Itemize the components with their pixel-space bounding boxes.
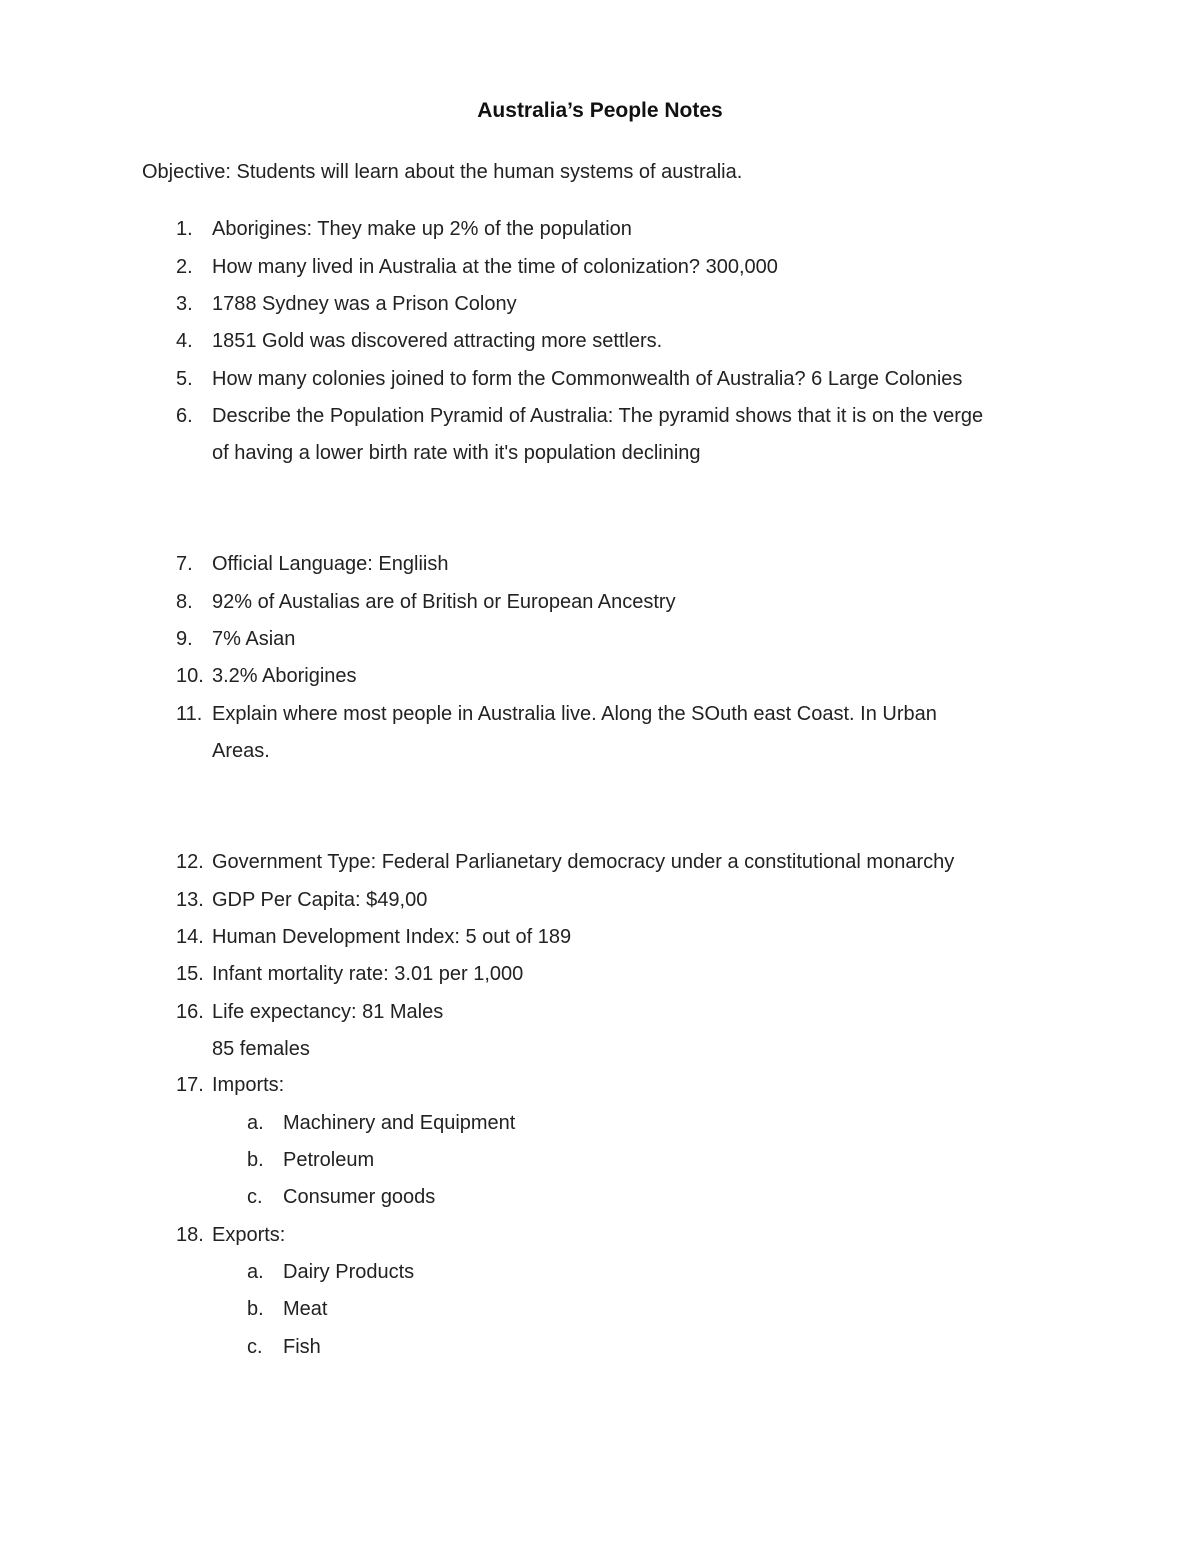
sublist-item-text: Meat: [283, 1298, 328, 1320]
list-item-text: Imports:: [212, 1074, 285, 1096]
list-item-number: 18.: [176, 1224, 204, 1246]
list-item-text: Official Language: Engliish: [212, 553, 449, 575]
list-item-continuation: 85 females: [212, 1038, 310, 1060]
sublist-item-text: Consumer goods: [283, 1186, 436, 1208]
list-item-number: 1.: [176, 218, 193, 240]
sublist-item-text: Petroleum: [283, 1149, 375, 1171]
sublist-item-letter: b.: [247, 1149, 264, 1171]
list-item-number: 6.: [176, 405, 193, 427]
list-item-number: 12.: [176, 851, 204, 873]
list-item-text: 3.2% Aborigines: [212, 665, 357, 687]
list-item-text: Describe the Population Pyramid of Australia: The pyramid shows that it is on the verge: [212, 405, 984, 427]
list-item-text: Government Type: Federal Parlianetary democracy under a constitutional monarchy: [212, 851, 955, 873]
list-item-number: 16.: [176, 1001, 204, 1023]
list-item-number: 2.: [176, 256, 193, 278]
list-item-number: 8.: [176, 591, 193, 613]
objective-text: Objective: Students will learn about the human systems of australia.: [142, 161, 743, 183]
list-item-number: 10.: [176, 665, 204, 687]
sublist-item-letter: c.: [247, 1186, 263, 1208]
list-item-text: 7% Asian: [212, 628, 296, 650]
sublist-item-text: Fish: [283, 1336, 321, 1358]
sublist-item-letter: c.: [247, 1336, 263, 1358]
list-item-number: 11.: [176, 703, 203, 725]
list-item-number: 5.: [176, 368, 193, 390]
list-item-text: 92% of Austalias are of British or European Ancestry: [212, 591, 676, 613]
list-item-text: Life expectancy: 81 Males: [212, 1001, 444, 1023]
sublist-item-letter: b.: [247, 1298, 264, 1320]
sublist-item-text: Machinery and Equipment: [283, 1112, 516, 1134]
list-item-continuation: Areas.: [212, 740, 270, 762]
list-item-continuation: of having a lower birth rate with it's population declining: [212, 442, 701, 464]
sublist-item-letter: a.: [247, 1112, 264, 1134]
list-item-number: 7.: [176, 553, 193, 575]
list-item-number: 17.: [176, 1074, 204, 1096]
sublist-item-text: Dairy Products: [283, 1261, 415, 1283]
list-item-number: 13.: [176, 889, 204, 911]
list-item-text: How many colonies joined to form the Commonwealth of Australia? 6 Large Colonies: [212, 368, 963, 390]
list-item-number: 4.: [176, 330, 193, 352]
sublist-item-letter: a.: [247, 1261, 264, 1283]
list-item-number: 15.: [176, 963, 204, 985]
page-title: Australia’s People Notes: [477, 99, 723, 122]
list-item-text: Explain where most people in Australia live. Along the SOuth east Coast. In Urban: [212, 703, 937, 725]
list-item-text: Human Development Index: 5 out of 189: [212, 926, 572, 948]
list-item-number: 3.: [176, 293, 193, 315]
list-item-text: GDP Per Capita: $49,00: [212, 889, 428, 911]
list-item-text: 1788 Sydney was a Prison Colony: [212, 293, 517, 315]
list-item-number: 9.: [176, 628, 193, 650]
list-item-number: 14.: [176, 926, 204, 948]
list-item-text: 1851 Gold was discovered attracting more settlers.: [212, 330, 663, 352]
list-item-text: Exports:: [212, 1224, 286, 1246]
list-item-text: How many lived in Australia at the time of colonization? 300,000: [212, 256, 778, 278]
list-item-text: Infant mortality rate: 3.01 per 1,000: [212, 963, 524, 985]
list-item-text: Aborigines: They make up 2% of the population: [212, 218, 632, 240]
